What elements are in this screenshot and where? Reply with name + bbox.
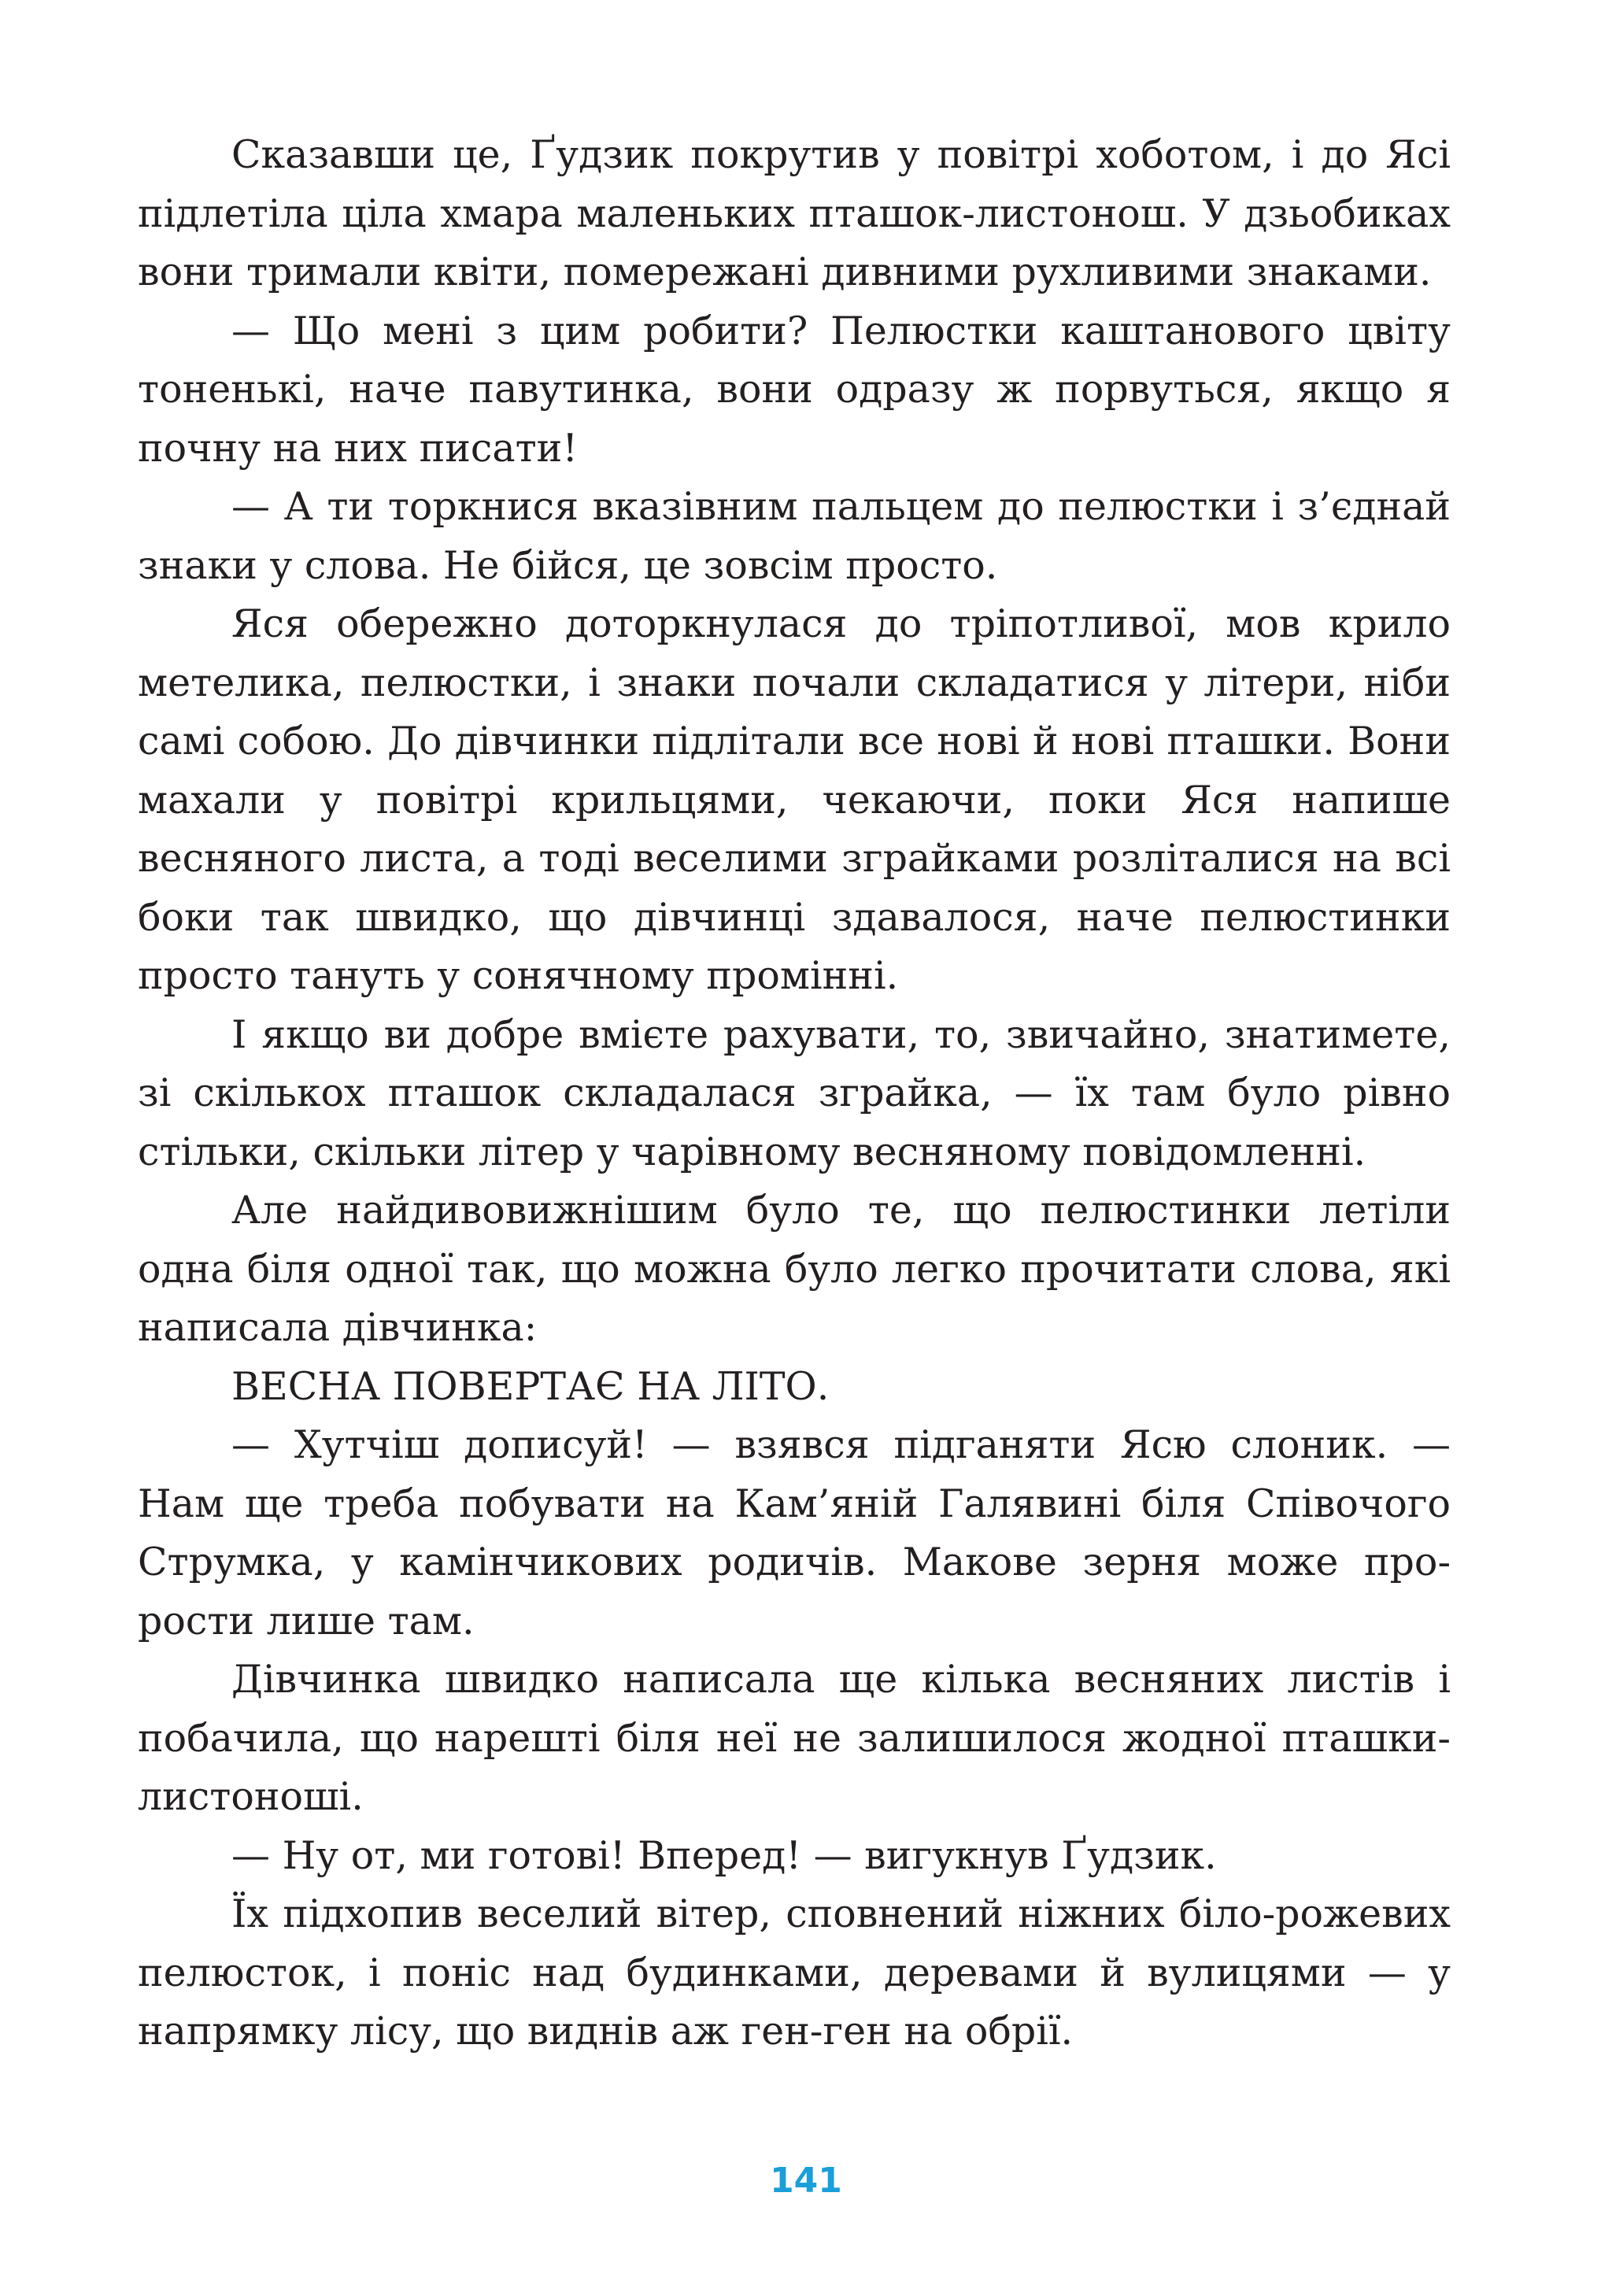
paragraph: Дівчинка швидко написала ще кілька весняних листів і побачила, що нарешті біля неї не залишилося жодної пташки-листоноші. [138,1657,1451,1819]
page-number: 141 [770,2161,842,2201]
paragraph: — Хутчіш дописуй! — взявся підганяти Ясю слоник. — Нам ще треба побувати на Кам’яній Галявині біля Співочого Струмка, у камінчикових родичів. Макове зерня може прорости лише там. [138,1422,1451,1643]
paragraph: І якщо ви добре вмієте рахувати, то, звичайно, знатимете, зі скількох пташок складалася зграйка, — їх там було рівно стільки, скільки літер у чарівному весняному повідомленні. [138,1011,1451,1174]
paragraph: Яся обережно доторкнулася до тріпотливої, мов крило метелика, пелюстки, і знаки почали складатися у літери, ніби самі собою. До дівчинки підлітали все нові й нові пташки. Вони махали у повітрі крильцями, чекаючи, поки Яся напише весняного листа, а тоді веселими зграйками розліталися на всі боки так швидко, що дівчинці здавалося, наче пелюстинки просто тануть у сонячному промінні. [138,601,1451,998]
body-text [138,126,1451,2061]
paragraph: Але найдивовижнішим було те, що пелюстинки летіли одна біля одної так, що можна було легко прочитати слова, які написала дівчинка: [138,1188,1451,1350]
paragraph: Сказавши це, Ґудзик покрутив у повітрі хоботом, і до Ясі підлетіла ціла хмара маленьких пташок-листонош. У дзьобиках вони тримали квіти, помережані дивними рухливими знаками. [138,132,1451,294]
paragraph: — Ну от, ми готові! Вперед! — вигукнув Ґудзик. [231,1832,1217,1878]
paragraph: — Що мені з цим робити? Пелюстки каштанового цвіту тоненькі, наче павутинка, вони одразу ж порвуться, якщо я почну на них писати! [138,308,1451,471]
paragraph: Їх підхопив веселий вітер, сповнений ніжних біло-рожевих пелюсток, і поніс над будинками, деревами й вулицями — у напрямку лісу, що виднів аж ген-ген на обрії. [138,1891,1451,2054]
paragraph: — А ти торкнися вказівним пальцем до пелюстки і з’єднай знаки у слова. Не бійся, це зовсім просто. [138,484,1451,588]
paragraph: ВЕСНА ПОВЕРТАЄ НА ЛІТО. [231,1363,830,1409]
